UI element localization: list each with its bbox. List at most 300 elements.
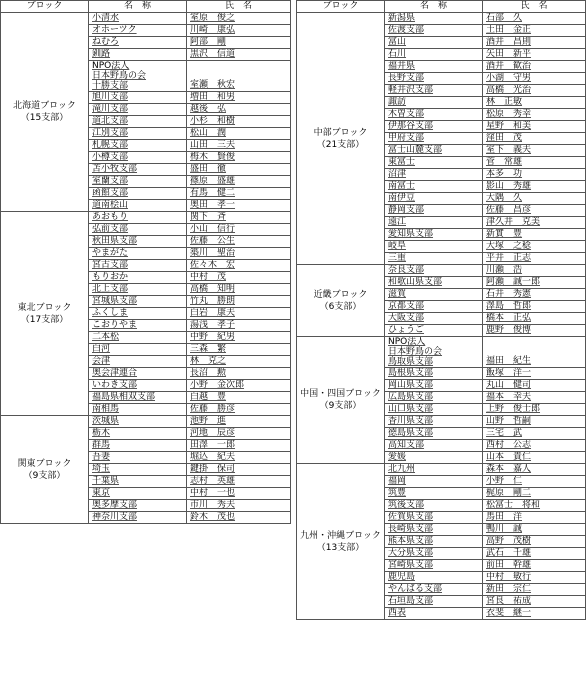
person-name-cell: [187, 488, 291, 500]
branch-name-cell: [385, 289, 483, 301]
branch-name-cell: [89, 128, 187, 140]
person-name: 鍵掛 保司: [190, 464, 236, 474]
person-name-cell: [483, 404, 586, 416]
branch-name-cell: [89, 392, 187, 404]
person-name-cell: [187, 320, 291, 332]
branch-name: 釧路: [92, 49, 111, 59]
block-cell: [297, 464, 385, 620]
person-name-cell: [483, 548, 586, 560]
branch-name: 岡山県支部: [388, 380, 434, 390]
person-name-cell: [187, 500, 291, 512]
branch-name: 甲府支部: [388, 133, 425, 143]
person-name: 星野 和美: [486, 121, 532, 131]
branch-name: 函館支部: [92, 188, 129, 198]
branch-name-cell: [385, 97, 483, 109]
person-name: 松富士 将和: [486, 500, 541, 510]
person-name-cell: [187, 452, 291, 464]
person-name: 篠原 盛雄: [190, 176, 236, 186]
branch-name-cell: [89, 476, 187, 488]
person-name-cell: [483, 337, 586, 368]
person-name: 川崎 康弘: [190, 25, 236, 35]
person-name: 福田 紀生: [486, 356, 532, 366]
person-name-cell: [483, 277, 586, 289]
person-name-cell: [483, 109, 586, 121]
branch-name-cell: [89, 404, 187, 416]
person-name-cell: [483, 500, 586, 512]
header-row: [297, 1, 586, 13]
branch-name-cell: [385, 181, 483, 193]
branch-name: 伊那谷支部: [388, 121, 434, 131]
branch-name: 鹿児島: [388, 572, 416, 582]
person-name-cell: [187, 188, 291, 200]
branch-name-cell: [385, 452, 483, 464]
left-branch-table: [0, 0, 291, 524]
branch-name-cell: [385, 548, 483, 560]
branch-name-cell: [89, 368, 187, 380]
branch-name: NPO法人 日本野鳥の会 鳥取県支部: [388, 337, 443, 367]
branch-name: 諏訪: [388, 97, 407, 107]
branch-name-cell: [385, 13, 483, 25]
branch-name-cell: [385, 560, 483, 572]
person-name: 大塚 之稔: [486, 241, 532, 251]
person-name: 窪田 茂: [486, 133, 523, 143]
person-name-cell: [187, 284, 291, 296]
branch-name-cell: [385, 392, 483, 404]
branch-name-cell: [89, 440, 187, 452]
person-name-cell: [187, 61, 291, 92]
branch-name-cell: [89, 452, 187, 464]
branch-name-cell: [385, 49, 483, 61]
branch-name: 新潟県: [388, 13, 416, 23]
block-cell: [297, 265, 385, 337]
person-name: 武石 千雄: [486, 548, 532, 558]
person-name-cell: [483, 61, 586, 73]
table-row: [1, 13, 291, 25]
branch-name: 奥多摩支部: [92, 500, 138, 510]
branch-name-cell: [89, 236, 187, 248]
person-name: 松原 秀幸: [486, 109, 532, 119]
person-name: 大隅 久: [486, 193, 523, 203]
branch-name: 奥会津連合: [92, 368, 138, 378]
branch-name-cell: [89, 488, 187, 500]
branch-name-cell: [385, 277, 483, 289]
person-name-cell: [483, 608, 586, 620]
person-name: 林 克之: [190, 356, 227, 366]
person-name-cell: [483, 73, 586, 85]
person-name: 高橋 知明: [190, 284, 236, 294]
person-name: 関下 斉: [190, 212, 227, 222]
branch-name: 南伊豆: [388, 193, 416, 203]
person-name-cell: [187, 428, 291, 440]
branch-name-cell: [385, 229, 483, 241]
branch-name: 大阪支部: [388, 313, 425, 323]
branch-name-cell: [89, 320, 187, 332]
person-name: 中村 茂: [190, 272, 227, 282]
branch-name: 東富士: [388, 157, 416, 167]
person-name: 林 正敏: [486, 97, 523, 107]
branch-name: 弘前支部: [92, 224, 129, 234]
person-name-cell: [187, 512, 291, 524]
person-name: 森本 嘉人: [486, 464, 532, 474]
branch-name: 佐賀県支部: [388, 512, 434, 522]
person-name: 酒井 昌則: [486, 37, 532, 47]
branch-name-cell: [89, 272, 187, 284]
person-name-cell: [483, 157, 586, 169]
branch-name: 二本松: [92, 332, 120, 342]
person-name: 中野 紀男: [190, 332, 236, 342]
person-name-cell: [187, 13, 291, 25]
branch-name: 苫小牧支部: [92, 164, 138, 174]
branch-name-cell: [89, 308, 187, 320]
person-name-cell: [187, 92, 291, 104]
person-name-cell: [187, 140, 291, 152]
person-name-cell: [187, 416, 291, 428]
person-name: 小野 仁: [486, 476, 523, 486]
branch-name: 秋田県支部: [92, 236, 138, 246]
branch-name: やまがた: [92, 248, 129, 258]
header-block: ブロック: [297, 1, 385, 13]
branch-name-cell: [385, 440, 483, 452]
header-name: 名 称: [385, 1, 483, 13]
branch-name-cell: [89, 428, 187, 440]
branch-name-cell: [385, 301, 483, 313]
person-name: 本多 功: [486, 169, 523, 179]
person-name-cell: [483, 524, 586, 536]
header-person: 氏 名: [187, 1, 291, 13]
person-name-cell: [187, 128, 291, 140]
branch-name-cell: [385, 608, 483, 620]
table-row: [297, 464, 586, 476]
block-count: （6支部）: [319, 301, 362, 312]
person-name-cell: [483, 169, 586, 181]
person-name: 西村 公志: [486, 440, 532, 450]
branch-name: 石川: [388, 49, 407, 59]
branch-name-cell: [385, 380, 483, 392]
person-name: 山本 貴仁: [486, 452, 532, 462]
person-name: 田澤 一郎: [190, 440, 236, 450]
block-count: （9支部）: [319, 401, 362, 411]
branch-name-cell: [385, 500, 483, 512]
branch-name: 宮崎県支部: [388, 560, 434, 570]
person-name-cell: [187, 164, 291, 176]
person-name-cell: [483, 253, 586, 265]
person-name-cell: [187, 404, 291, 416]
person-name-cell: [187, 392, 291, 404]
branch-name: ねむろ: [92, 37, 120, 47]
branch-name-cell: [89, 25, 187, 37]
branch-name: 宮古支部: [92, 260, 129, 270]
person-name: 丸山 健司: [486, 380, 532, 390]
branch-name-cell: [385, 428, 483, 440]
person-name-cell: [483, 193, 586, 205]
branch-name-cell: [89, 116, 187, 128]
branch-name: 江別支部: [92, 128, 129, 138]
person-name-cell: [187, 308, 291, 320]
person-name: 菅 常雄: [486, 157, 523, 167]
person-name: 堀込 紀夫: [190, 452, 236, 462]
person-name: 鹿野 俊博: [486, 325, 532, 335]
person-name-cell: [483, 380, 586, 392]
person-name-cell: [483, 301, 586, 313]
person-name: 佐藤 勝彦: [190, 404, 236, 414]
person-name: 越後 弘: [190, 104, 227, 114]
branch-name-cell: [89, 92, 187, 104]
branch-name-cell: [385, 109, 483, 121]
person-name: 宮良 祐成: [486, 596, 532, 606]
branch-name: 広島県支部: [388, 392, 434, 402]
block-count: （21支部）: [316, 139, 365, 150]
person-name-cell: [483, 265, 586, 277]
person-name-cell: [187, 476, 291, 488]
person-name-cell: [483, 428, 586, 440]
branch-name-cell: [89, 152, 187, 164]
branch-name: 高知支部: [388, 440, 425, 450]
branch-name-cell: [385, 241, 483, 253]
branch-name: 和歌山県支部: [388, 277, 443, 287]
branch-name-cell: [89, 37, 187, 49]
person-name: 盛田 徹: [190, 164, 227, 174]
person-name: 奥田 孝一: [190, 200, 236, 210]
branch-name: ひょうご: [388, 325, 425, 335]
person-name: 佐藤 昌彦: [486, 205, 532, 215]
block-count: （15支部）: [20, 113, 69, 123]
branch-name-cell: [89, 380, 187, 392]
person-name-cell: [187, 296, 291, 308]
person-name-cell: [483, 181, 586, 193]
branch-name: 南富士: [388, 181, 416, 191]
branch-name-cell: [89, 212, 187, 224]
branch-name: 神奈川支部: [92, 512, 138, 522]
person-name: 梶原 剛二: [486, 488, 532, 498]
branch-name: 福島県相双支部: [92, 392, 156, 402]
branch-name-cell: [385, 157, 483, 169]
person-name-cell: [187, 440, 291, 452]
person-name: 新田 宗仁: [486, 584, 532, 594]
branch-name: 大分県支部: [388, 548, 434, 558]
branch-name-cell: [385, 133, 483, 145]
branch-name: NPO法人 日本野鳥の会 十勝支部: [92, 61, 147, 91]
person-name-cell: [483, 85, 586, 97]
person-name: 室瀬 秋宏: [190, 80, 236, 90]
person-name: 白越 豊: [190, 392, 227, 402]
branch-name: 奈良支部: [388, 265, 425, 275]
person-name-cell: [483, 97, 586, 109]
branch-name: 軽井沢支部: [388, 85, 434, 95]
branch-name: オホーツク: [92, 25, 137, 35]
header-person: 氏 名: [483, 1, 586, 13]
branch-name: 石垣島支部: [388, 596, 434, 606]
branch-name: もりおか: [92, 272, 129, 282]
branch-name: 徳島県支部: [388, 428, 434, 438]
person-name: 有馬 健二: [190, 188, 236, 198]
person-name-cell: [483, 440, 586, 452]
person-name: 福本 幸夫: [486, 392, 532, 402]
person-name-cell: [187, 152, 291, 164]
person-name: 三森 繁: [190, 344, 227, 354]
branch-name: 沼津: [388, 169, 407, 179]
table-row: [1, 212, 291, 224]
person-name-cell: [187, 368, 291, 380]
branch-name: 群馬: [92, 440, 111, 450]
person-name-cell: [483, 368, 586, 380]
branch-name-cell: [89, 260, 187, 272]
person-name-cell: [483, 560, 586, 572]
person-name-cell: [187, 332, 291, 344]
branch-name-cell: [89, 332, 187, 344]
person-name: 影山 秀雄: [486, 181, 532, 191]
branch-name-cell: [89, 464, 187, 476]
person-name-cell: [483, 452, 586, 464]
person-name: 増田 和男: [190, 92, 236, 102]
branch-name: 栃木: [92, 428, 111, 438]
branch-name: やんばる支部: [388, 584, 443, 594]
person-name-cell: [187, 236, 291, 248]
branch-name: 遠江: [388, 217, 407, 227]
person-name: 梅木 賢俊: [190, 152, 236, 162]
person-name: 衣斐 継一: [486, 608, 532, 618]
person-name: 築川 聖治: [190, 248, 236, 258]
person-name-cell: [187, 200, 291, 212]
table-row: [297, 337, 586, 368]
branch-name: 富山: [388, 37, 407, 47]
person-name: 小杉 和樹: [190, 116, 236, 126]
branch-name-cell: [385, 253, 483, 265]
person-name: 土田 金正: [486, 25, 532, 35]
branch-name-cell: [89, 61, 187, 92]
block-count: （13支部）: [316, 542, 365, 553]
person-name-cell: [483, 13, 586, 25]
person-name-cell: [187, 464, 291, 476]
branch-name: 長野支部: [388, 73, 425, 83]
person-name: 阿部 剛: [190, 37, 227, 47]
person-name: 佐々木 宏: [190, 260, 236, 270]
person-name-cell: [187, 248, 291, 260]
branch-name-cell: [385, 85, 483, 97]
branch-name: 木曽支部: [388, 109, 425, 119]
person-name: 前田 幹雄: [486, 560, 532, 570]
branch-name-cell: [89, 296, 187, 308]
person-name: 酒井 歓治: [486, 61, 532, 71]
person-name: 鴨川 誠: [486, 524, 523, 534]
branch-name: 佐渡支部: [388, 25, 425, 35]
branch-name-cell: [385, 193, 483, 205]
person-name: 黒沢 信道: [190, 49, 236, 59]
person-name: 中村 一也: [190, 488, 236, 498]
person-name-cell: [483, 488, 586, 500]
branch-name: 島根県支部: [388, 368, 434, 378]
person-name-cell: [483, 217, 586, 229]
branch-name: 西表: [388, 608, 407, 618]
person-name: 馬田 洋: [486, 512, 523, 522]
branch-name-cell: [385, 337, 483, 368]
block-cell: [1, 212, 89, 416]
branch-name-cell: [385, 584, 483, 596]
branch-name: 千葉県: [92, 476, 120, 486]
person-name-cell: [483, 121, 586, 133]
person-name-cell: [483, 229, 586, 241]
branch-name-cell: [89, 200, 187, 212]
block-name: 北海道ブロック: [13, 101, 76, 111]
block-cell: [1, 13, 89, 212]
person-name: 佐藤 公生: [190, 236, 236, 246]
person-name: 中村 敏行: [486, 572, 532, 582]
person-name: 湯浅 孝子: [190, 320, 236, 330]
branch-name-cell: [385, 61, 483, 73]
person-name: 飯塚 洋一: [486, 368, 532, 378]
table-row: [1, 416, 291, 428]
branch-name: あおもり: [92, 212, 129, 222]
person-name: 山野 哲嗣: [486, 416, 532, 426]
branch-name-cell: [385, 416, 483, 428]
branch-name: 茨城県: [92, 416, 120, 426]
person-name: 澤島 哲郎: [486, 301, 532, 311]
person-name: 長沼 勲: [190, 368, 227, 378]
branch-name-cell: [385, 512, 483, 524]
person-name-cell: [483, 241, 586, 253]
branch-name: 熊本県支部: [388, 536, 434, 546]
branch-name: 北九州: [388, 464, 416, 474]
person-name: 鈴木 茂也: [190, 512, 236, 522]
branch-name-cell: [385, 121, 483, 133]
branch-name-cell: [385, 169, 483, 181]
block-name: 近畿ブロック: [313, 289, 368, 300]
branch-name-cell: [385, 313, 483, 325]
branch-name: 香川県支部: [388, 416, 434, 426]
person-name: 橋本 正弘: [486, 313, 532, 323]
branch-name: 北上支部: [92, 284, 129, 294]
person-name-cell: [187, 212, 291, 224]
person-name-cell: [483, 584, 586, 596]
person-name: 川瀬 浩: [486, 265, 523, 275]
branch-name-cell: [89, 188, 187, 200]
branch-name-cell: [385, 368, 483, 380]
person-name-cell: [187, 49, 291, 61]
person-name: 河地 辰彦: [190, 428, 236, 438]
person-name: 石部 久: [486, 13, 523, 23]
person-name: 矢田 新平: [486, 49, 532, 59]
block-cell: [1, 416, 89, 524]
person-name: 池野 進: [190, 416, 227, 426]
branch-name: 会津: [92, 356, 111, 366]
branch-name: 岐阜: [388, 241, 407, 251]
branch-name-cell: [385, 145, 483, 157]
right-branch-table: [296, 0, 586, 620]
branch-name: 南相馬: [92, 404, 120, 414]
branch-name-cell: [385, 73, 483, 85]
branch-name: こおりやま: [92, 320, 138, 330]
branch-name-cell: [385, 524, 483, 536]
branch-name-cell: [385, 596, 483, 608]
branch-name: 宮城県支部: [92, 296, 138, 306]
branch-name: 札幌支部: [92, 140, 129, 150]
block-name: 九州・沖縄ブロック: [300, 530, 381, 541]
person-name-cell: [483, 596, 586, 608]
branch-name: 筑後支部: [388, 500, 425, 510]
branch-name-cell: [385, 265, 483, 277]
branch-name: 愛知県支部: [388, 229, 434, 239]
branch-name-cell: [89, 248, 187, 260]
person-name-cell: [187, 344, 291, 356]
block-count: （9支部）: [23, 470, 66, 481]
block-name: 東北ブロック: [17, 302, 72, 313]
branch-name-cell: [385, 25, 483, 37]
person-name: 松山 潤: [190, 128, 227, 138]
table-row: [297, 13, 586, 25]
person-name: 山田 三夫: [190, 140, 236, 150]
person-name: 竹丸 勝朗: [190, 296, 236, 306]
header-row: [1, 1, 291, 13]
branch-name-cell: [89, 13, 187, 25]
